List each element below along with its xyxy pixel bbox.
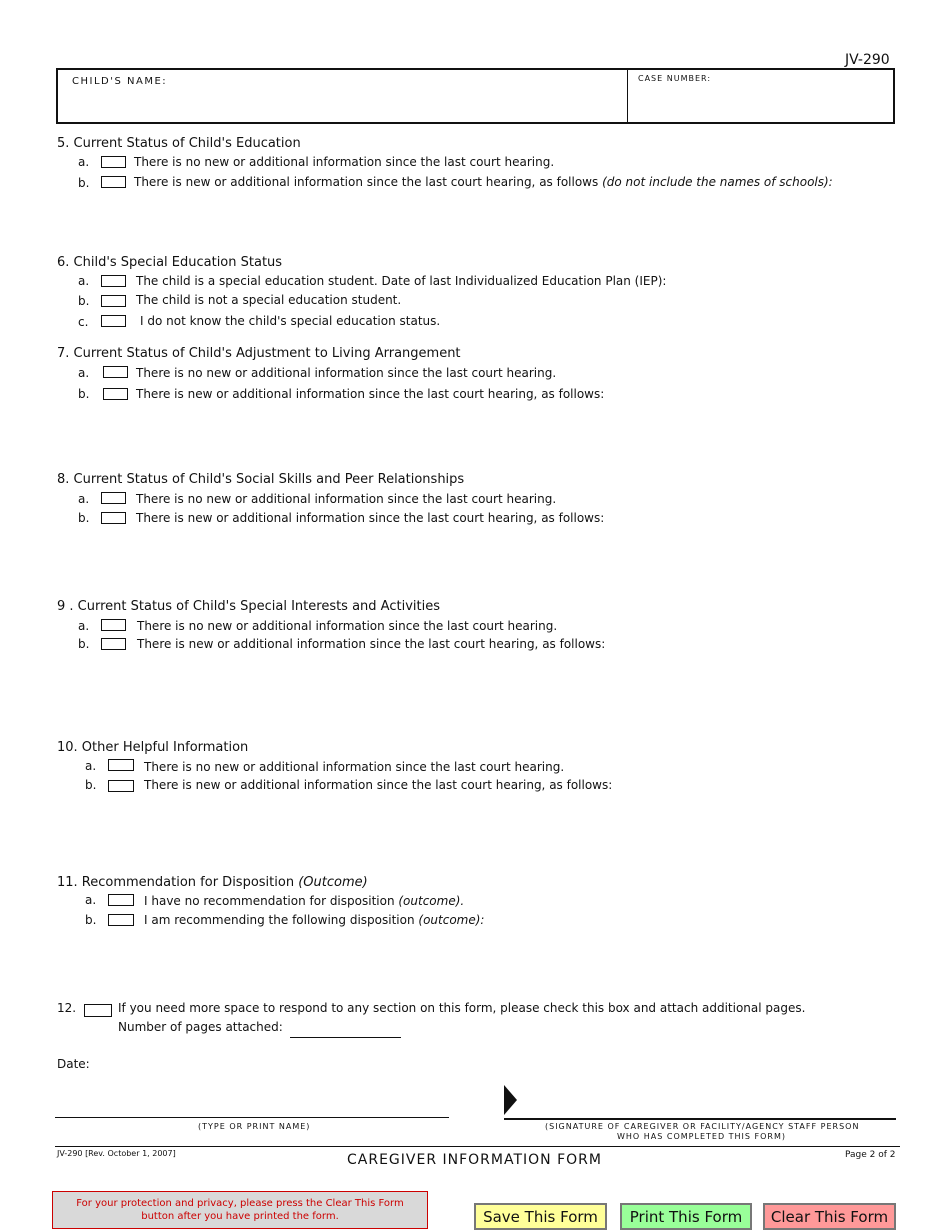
- section-5b-letter: b.: [78, 176, 90, 190]
- section-6-title: 6. Child's Special Education Status: [57, 255, 283, 270]
- name-line[interactable]: [55, 1117, 449, 1118]
- child-name-label: CHILD'S NAME:: [72, 76, 168, 87]
- section-5-title: 5. Current Status of Child's Education: [57, 136, 301, 151]
- section-11b-italic: (outcome):: [418, 913, 485, 927]
- section-6a-text: The child is a special education student. Date of last Individualized Education Plan (IEP):: [136, 274, 667, 288]
- section-7b-checkbox[interactable]: [103, 388, 128, 400]
- section-9a-checkbox[interactable]: [101, 619, 126, 631]
- section-11b-letter: b.: [85, 913, 97, 927]
- section-11a-italic: (outcome).: [398, 894, 465, 908]
- section-11-title: 11. Recommendation for Disposition: [57, 875, 299, 890]
- child-name-field[interactable]: [72, 96, 612, 118]
- section-9a-text: There is no new or additional information since the last court hearing.: [137, 619, 558, 633]
- section-10b-letter: b.: [85, 778, 97, 792]
- section-11b-text: I am recommending the following disposition: [144, 913, 419, 927]
- section-11-title-italic: (Outcome): [298, 875, 368, 890]
- section-11a-text-line: [144, 894, 464, 908]
- section-6a-letter: a.: [78, 274, 90, 288]
- section-6b-letter: b.: [78, 294, 90, 308]
- footer-rule: [55, 1146, 900, 1147]
- section-8a-letter: a.: [78, 492, 90, 506]
- section-9a-letter: a.: [78, 619, 90, 633]
- pages-attached-field[interactable]: [290, 1037, 401, 1038]
- footer-title: CAREGIVER INFORMATION FORM: [347, 1152, 602, 1168]
- signature-caption-1: (SIGNATURE OF CAREGIVER OR FACILITY/AGENCY STAFF PERSON: [545, 1122, 860, 1131]
- privacy-notice: [52, 1191, 428, 1229]
- section-7a-checkbox[interactable]: [103, 366, 128, 378]
- name-caption: (TYPE OR PRINT NAME): [198, 1122, 311, 1131]
- section-8b-letter: b.: [78, 511, 90, 525]
- privacy-notice-line-2: button after you have printed the form.: [141, 1211, 339, 1222]
- section-7a-letter: a.: [78, 366, 90, 380]
- section-11a-letter: a.: [85, 893, 97, 907]
- section-6c-letter: c.: [78, 315, 89, 329]
- section-10b-text: There is new or additional information since the last court hearing, as follows:: [144, 778, 613, 792]
- header-divider: [627, 70, 628, 122]
- section-5b-text: There is new or additional information since the last court hearing, as follows: [134, 175, 603, 189]
- case-number-label: CASE NUMBER:: [638, 74, 712, 83]
- section-6c-text: I do not know the child's special education status.: [140, 314, 441, 328]
- section-9b-checkbox[interactable]: [101, 638, 126, 650]
- section-7a-text: There is no new or additional information since the last court hearing.: [136, 366, 557, 380]
- section-7b-text: There is new or additional information since the last court hearing, as follows:: [136, 387, 605, 401]
- section-8-title: 8. Current Status of Child's Social Skills and Peer Relationships: [57, 472, 465, 487]
- section-5b-italic: (do not include the names of schools):: [602, 175, 833, 189]
- privacy-notice-line-1: For your protection and privacy, please press the Clear This Form: [76, 1198, 404, 1209]
- section-7b-letter: b.: [78, 387, 90, 401]
- section-11b-checkbox[interactable]: [108, 914, 134, 926]
- section-12-number: 12.: [57, 1001, 77, 1015]
- section-8b-checkbox[interactable]: [101, 512, 126, 524]
- section-6a-checkbox[interactable]: [101, 275, 126, 287]
- save-form-button[interactable]: Save This Form: [474, 1203, 607, 1230]
- section-10a-letter: a.: [85, 759, 97, 773]
- print-form-button[interactable]: Print This Form: [620, 1203, 752, 1230]
- section-10a-text: There is no new or additional information since the last court hearing.: [144, 760, 565, 774]
- section-12-checkbox[interactable]: [84, 1004, 112, 1017]
- section-11b-text-line: [144, 913, 484, 927]
- section-8b-text: There is new or additional information since the last court hearing, as follows:: [136, 511, 605, 525]
- section-8a-checkbox[interactable]: [101, 492, 126, 504]
- section-7-title: 7. Current Status of Child's Adjustment to Living Arrangement: [57, 346, 461, 361]
- clear-form-button[interactable]: Clear This Form: [763, 1203, 896, 1230]
- signature-arrow-icon: [504, 1085, 518, 1115]
- form-id: JV-290: [845, 52, 890, 68]
- section-5b-checkbox[interactable]: [101, 176, 126, 188]
- section-10a-checkbox[interactable]: [108, 759, 134, 771]
- section-11a-checkbox[interactable]: [108, 894, 134, 906]
- section-6b-checkbox[interactable]: [101, 295, 126, 307]
- section-11a-text: I have no recommendation for disposition: [144, 894, 399, 908]
- section-5a-letter: a.: [78, 155, 90, 169]
- date-label: Date:: [57, 1057, 90, 1071]
- page-number: Page 2 of 2: [845, 1150, 896, 1160]
- section-8a-text: There is no new or additional information since the last court hearing.: [136, 492, 557, 506]
- section-5a-text: There is no new or additional information since the last court hearing.: [134, 155, 555, 169]
- section-9-title: 9 . Current Status of Child's Special Interests and Activities: [57, 599, 440, 614]
- pages-attached-label: Number of pages attached:: [118, 1020, 283, 1034]
- section-6c-checkbox[interactable]: [101, 315, 126, 327]
- signature-line[interactable]: [504, 1118, 896, 1120]
- section-9b-text: There is new or additional information since the last court hearing, as follows:: [137, 637, 606, 651]
- section-5a-checkbox[interactable]: [101, 156, 126, 168]
- revision-text: JV-290 [Rev. October 1, 2007]: [57, 1149, 176, 1158]
- section-9b-letter: b.: [78, 637, 90, 651]
- section-10b-checkbox[interactable]: [108, 780, 134, 792]
- case-number-field[interactable]: [638, 92, 888, 118]
- section-11-title-line: [57, 875, 368, 890]
- section-5b-text-line: [134, 175, 833, 189]
- section-6b-text: The child is not a special education student.: [136, 293, 402, 307]
- header-box: [56, 68, 895, 124]
- signature-caption-2: WHO HAS COMPLETED THIS FORM): [617, 1132, 787, 1141]
- section-12-text: If you need more space to respond to any section on this form, please check this box and attach additional pages.: [118, 1001, 806, 1015]
- section-10-title: 10. Other Helpful Information: [57, 740, 249, 755]
